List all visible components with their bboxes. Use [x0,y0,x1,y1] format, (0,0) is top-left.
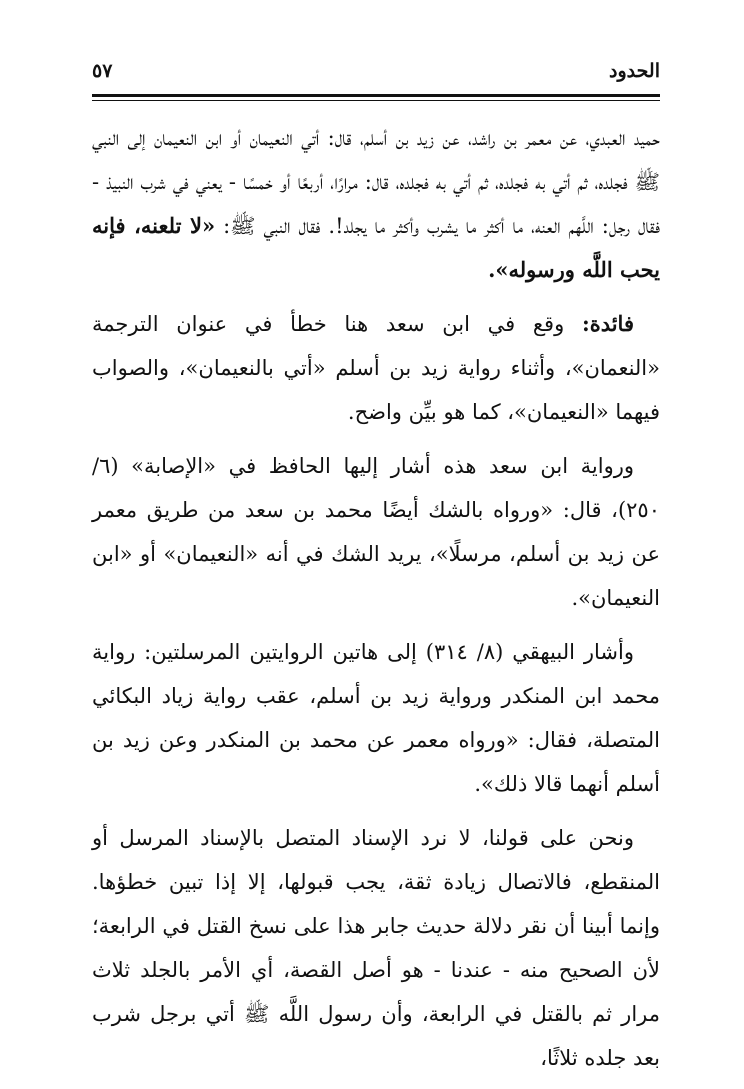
paragraph-text: حميد العبدي، عن معمر بن راشد، عن زيد بن أسلم، قال: أتي النعيمان أو ابن النعيمان إلى النبي ﷺ فجلده، ثم أتي به فجلده، ثم أتي به فجلده، قال: مرارًا، أربعًا أو خمسًا - يعني في شرب النبيذ - فقال رجل: اللَّهم العنه، ما أكثر ما يشرب وأكثر ما يجلد!. فقال النبي ﷺ: [92,126,660,238]
paragraph-note [92,302,660,434]
note-label: فائدة: [581,311,634,336]
page-number: ٥٧ [92,60,113,82]
header-rule-thick [92,94,660,97]
paragraph-text: وأشار البيهقي (٨/ ٣١٤) إلى هاتين الروايتين المرسلتين: رواية محمد ابن المنكدر ورواية زيد بن أسلم، عقب رواية زياد البكائي المتصلة، فقال: «ورواه معمر عن محمد بن المنكدر وعن زيد بن أسلم أنهما قالا ذلك». [92,640,660,796]
paragraph-discussion [92,816,660,1080]
paragraph-isaba [92,444,660,620]
prophet-quote: «لا تلعنه، فإنه يحب اللَّه ورسوله». [92,213,660,282]
body-text [92,116,660,1080]
running-title: الحدود [609,60,660,82]
paragraph-text: وقع في ابن سعد هنا خطأ في عنوان الترجمة «النعمان»، وأثناء رواية زيد بن أسلم «أتي بالنعيمان»، والصواب فيهما «النعيمان»، كما هو بيِّن واضح. [92,312,660,424]
page-header [92,60,660,90]
paragraph-bayhaqi [92,630,660,806]
paragraph-text: ونحن على قولنا، لا نرد الإسناد المتصل بالإسناد المرسل أو المنقطع، فالاتصال زيادة ثقة، يجب قبولها، إلا إذا تبين خطؤها. وإنما أبينا أن نقر دلالة حديث جابر هذا على نسخ القتل في الرابعة؛ لأن الصحيح منه - عندنا - هو أصل القصة، أي الأمر بالجلد ثلاث مرار ثم بالقتل في الرابعة، وأن رسول اللَّه ﷺ أتي برجل شرب بعد جلده ثلاثًا، [92,826,660,1070]
header-rule-thin [92,100,660,101]
paragraph-text: ورواية ابن سعد هذه أشار إليها الحافظ في «الإصابة» (٦/ ٢٥٠)، قال: «ورواه بالشك أيضًا محمد بن سعد من طريق معمر عن زيد بن أسلم، مرسلًا»، يريد الشك في أنه «النعيمان» أو «ابن النعيمان». [92,454,660,610]
paragraph-hadith [92,116,660,292]
